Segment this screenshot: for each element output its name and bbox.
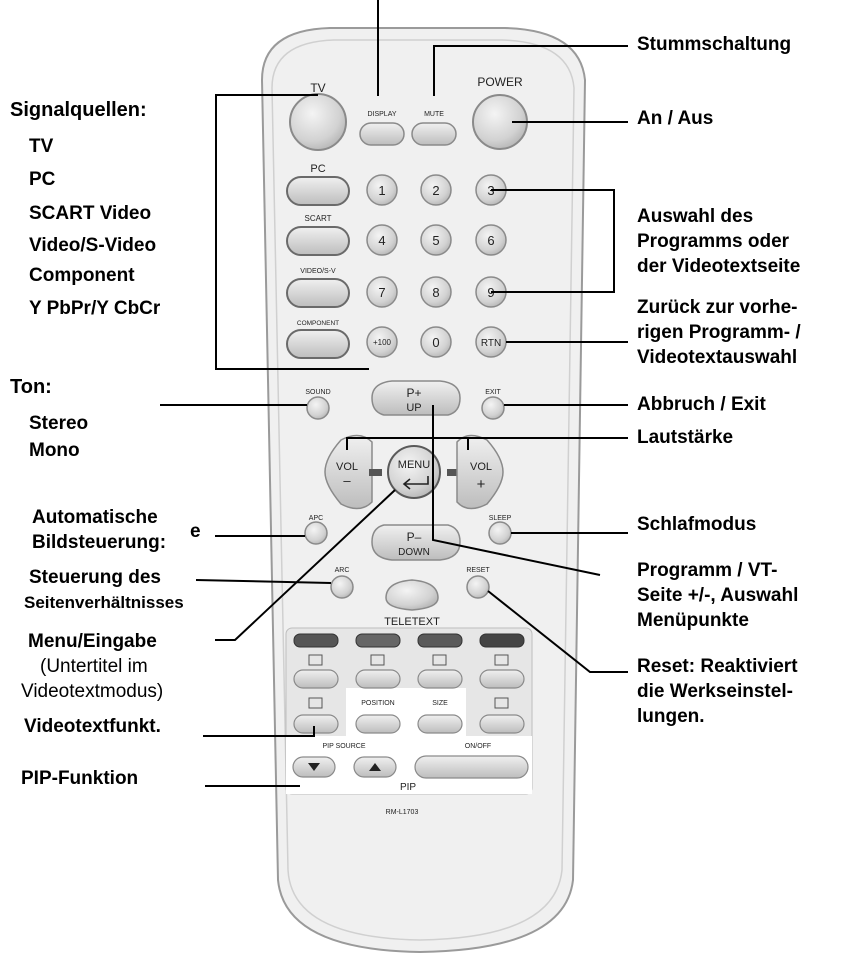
fasttext-key-2[interactable]: [356, 634, 400, 647]
label-volume: Lautstärke: [637, 427, 734, 448]
label-arc-line1: Steuerung des: [29, 567, 161, 588]
digit-5-label: 5: [432, 233, 440, 248]
digit-0-label: 0: [432, 335, 440, 350]
digit-7-label: 7: [378, 285, 386, 300]
label-power: An / Aus: [637, 108, 714, 129]
label-return-line2: rigen Programm- /: [637, 322, 801, 343]
label-exit: Abbruch / Exit: [637, 394, 766, 415]
pip-on-off-button[interactable]: [415, 756, 528, 778]
label-ppage-line1: Programm / VT-: [637, 560, 778, 581]
teletext-key-2[interactable]: [356, 670, 400, 688]
label-source-pc: PC: [29, 169, 56, 190]
arc-button-label: ARC: [334, 567, 350, 574]
teletext-key-6[interactable]: [480, 715, 524, 733]
teletext-key-3[interactable]: [418, 670, 462, 688]
vol-plus-label-top: VOL: [469, 461, 493, 473]
sound-button-label: SOUND: [305, 389, 331, 396]
label-sleep: Schlafmodus: [637, 514, 757, 535]
sound-button[interactable]: [307, 397, 329, 419]
sleep-button[interactable]: [489, 522, 511, 544]
pc-button[interactable]: [287, 177, 349, 205]
teletext-key-4[interactable]: [480, 670, 524, 688]
component-button-label: COMPONENT: [296, 320, 340, 327]
label-teletext-func: Videotextfunkt.: [24, 716, 161, 737]
reset-button-label: RESET: [466, 567, 490, 574]
label-reset-line1: Reset: Reaktiviert: [637, 656, 798, 677]
label-mute: Stummschaltung: [637, 34, 792, 55]
label-source-ypbpr: Y PbPr/Y CbCr: [29, 298, 161, 319]
size-label: SIZE: [432, 700, 448, 707]
fasttext-key-3[interactable]: [418, 634, 462, 647]
reset-button[interactable]: [467, 576, 489, 598]
menu-button-label: MENU: [397, 459, 431, 471]
on-off-label: ON/OFF: [464, 743, 492, 750]
digit-2-label: 2: [432, 183, 440, 198]
vol-minus-label-top: VOL: [335, 461, 359, 473]
p-down-label-bottom: DOWN: [398, 547, 430, 558]
size-button[interactable]: [418, 715, 462, 733]
mute-button[interactable]: [412, 123, 456, 145]
digit-9-label: 9: [487, 285, 495, 300]
sleep-button-label: SLEEP: [488, 515, 512, 522]
label-source-component: Component: [29, 265, 135, 286]
menu-left-bar: [369, 469, 382, 476]
label-program-line1: Auswahl des: [637, 206, 754, 227]
rtn-label: RTN: [480, 338, 502, 349]
digit-1-label: 1: [378, 183, 386, 198]
tv-button-label: TV: [310, 81, 326, 95]
teletext-button-label: TELETEXT: [384, 616, 440, 628]
teletext-key-5[interactable]: [294, 715, 338, 733]
label-source-video: Video/S-Video: [29, 235, 157, 256]
label-sound-heading: Ton:: [10, 376, 52, 398]
video-button-label: VIDEO/S-V: [300, 268, 336, 275]
position-button[interactable]: [356, 715, 400, 733]
exit-button-label: EXIT: [485, 389, 501, 396]
video-button[interactable]: [287, 279, 349, 307]
label-arc-line2: Seitenverhältnisses: [24, 593, 184, 612]
plus100-label: +100: [372, 338, 392, 347]
p-up-label-bottom: UP: [406, 402, 422, 414]
position-label: POSITION: [361, 700, 395, 707]
label-apc-stray: e: [190, 521, 201, 542]
display-button[interactable]: [360, 123, 404, 145]
mute-button-label: MUTE: [424, 111, 444, 118]
scart-button-label: SCART: [304, 214, 332, 223]
tv-button[interactable]: [290, 94, 346, 150]
pip-label: PIP: [399, 782, 417, 793]
label-program-line2: Programms oder: [637, 231, 790, 252]
digit-6-label: 6: [487, 233, 495, 248]
label-source-scart: SCART Video: [29, 203, 152, 224]
label-sound-stereo: Stereo: [29, 413, 89, 434]
digit-4-label: 4: [378, 233, 386, 248]
label-source-heading: Signalquellen:: [10, 99, 147, 121]
label-program-line3: der Videotextseite: [637, 256, 801, 277]
label-reset-line3: lungen.: [637, 706, 705, 727]
label-menu-line3: Videotextmodus): [21, 681, 164, 702]
teletext-key-1[interactable]: [294, 670, 338, 688]
digit-8-label: 8: [432, 285, 440, 300]
label-ppage-line2: Seite +/-, Auswahl: [637, 585, 799, 606]
digit-3-label: 3: [487, 183, 495, 198]
exit-button[interactable]: [482, 397, 504, 419]
p-up-label-top: P+: [406, 386, 422, 400]
label-menu-line1: Menu/Eingabe: [28, 631, 157, 652]
label-return-line3: Videotextauswahl: [637, 347, 798, 368]
label-apc-line1: Automatische: [32, 507, 158, 528]
label-return-line1: Zurück zur vorhe-: [637, 297, 798, 318]
teletext-button[interactable]: [386, 580, 438, 610]
fasttext-key-1[interactable]: [294, 634, 338, 647]
display-button-label: DISPLAY: [367, 111, 397, 118]
power-button-label: POWER: [477, 75, 523, 89]
label-sound-mono: Mono: [29, 440, 80, 461]
label-ppage-line3: Menüpunkte: [637, 610, 749, 631]
label-apc-line2: Bildsteuerung:: [32, 532, 167, 553]
pip-source-label: PIP SOURCE: [322, 743, 366, 750]
label-source-tv: TV: [29, 136, 54, 157]
label-reset-line2: die Werkseinstel-: [637, 681, 793, 702]
label-menu-line2: (Untertitel im: [40, 656, 148, 677]
pc-button-label: PC: [310, 163, 326, 175]
arc-button[interactable]: [331, 576, 353, 598]
scart-button[interactable]: [287, 227, 349, 255]
fasttext-key-4[interactable]: [480, 634, 524, 647]
model-number: RM-L1703: [385, 809, 419, 816]
vol-plus-label-bottom: +: [476, 476, 486, 493]
component-button[interactable]: [287, 330, 349, 358]
p-down-label-top: P–: [406, 530, 422, 544]
apc-button[interactable]: [305, 522, 327, 544]
apc-button-label: APC: [308, 515, 324, 522]
label-pip-func: PIP-Funktion: [21, 768, 139, 789]
vol-minus-label-bottom: –: [343, 473, 351, 488]
